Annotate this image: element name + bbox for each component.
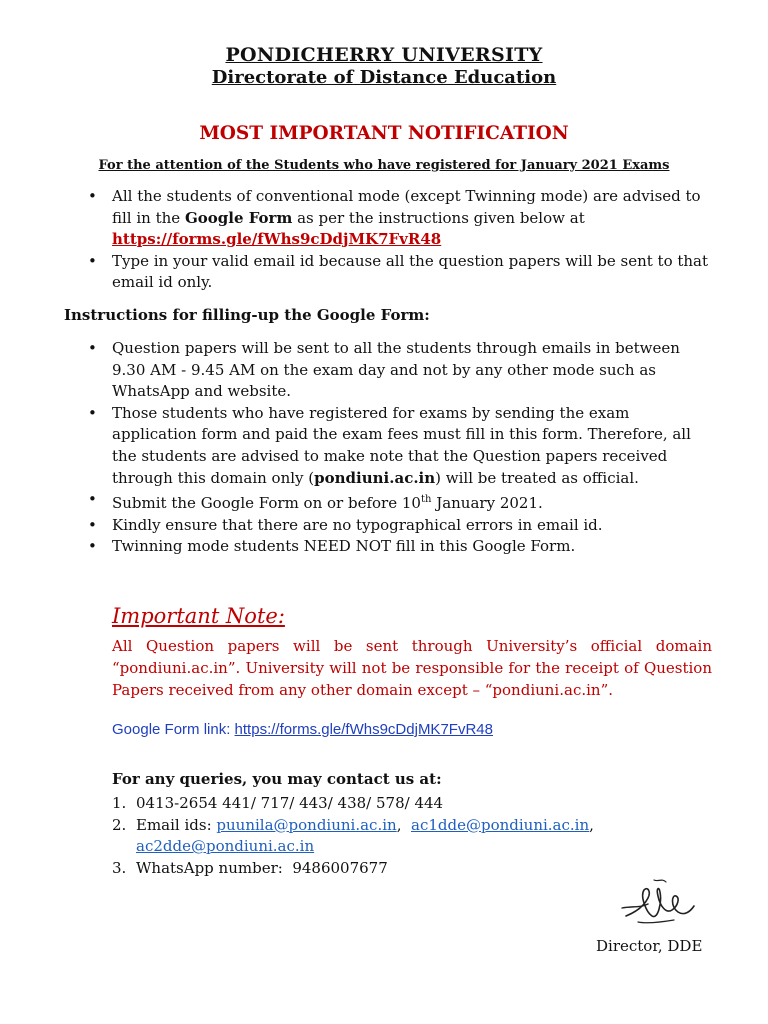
directorate-name: Directorate of Distance Education [211, 67, 557, 88]
list-item [88, 251, 716, 294]
important-note-body: All Question papers will be sent through University’s official domain “pondiuni.ac.in”. University will not be responsible for the receipt of Question Papers received from any other domain except – “pondiuni.ac.in”. [112, 637, 712, 699]
domain-emphasis: pondiuni.ac.in [314, 468, 436, 487]
bullet-text: Question papers will be sent to all the students through emails in between 9.30 AM - 9.45 AM on the exam day and not by any other mode such as WhatsApp and website. [112, 339, 680, 401]
link-label: Google Form link: [112, 721, 235, 738]
google-form-link-line [112, 721, 493, 738]
notification-title: MOST IMPORTANT NOTIFICATION [199, 123, 569, 144]
signatory-title: Director, DDE [596, 937, 703, 955]
bullet-text: Kindly ensure that there are no typographical errors in email id. [112, 515, 603, 534]
list-item [88, 186, 716, 251]
phone-numbers: 0413-2654 441/ 717/ 443/ 438/ 578/ 444 [136, 794, 444, 812]
email-link-ac2dde[interactable]: ac2dde@pondiuni.ac.in [136, 837, 315, 856]
bullet-text: ) will be treated as official. [435, 468, 639, 487]
instructions-heading: Instructions for filling-up the Google Form: [64, 306, 430, 324]
bullet-text: January 2021. [431, 494, 543, 513]
google-form-emphasis: Google Form [184, 208, 293, 227]
intro-bullet-list [88, 186, 716, 294]
list-item: 2. Email ids: puunila@pondiuni.ac.in, ac1dde@pondiuni.ac.in, ac2dde@pondiuni.ac.in [112, 815, 594, 856]
director-signature [618, 872, 698, 932]
google-form-link-2[interactable]: https://forms.gle/fWhs9cDdjMK7FvR48 [234, 721, 493, 738]
contact-list [112, 793, 712, 879]
email-label: Email ids: [136, 815, 217, 834]
list-item [88, 338, 716, 403]
superscript: th [420, 494, 432, 506]
bullet-text: All the students of conventional mode (except Twinning mode) are advised to fill in the [112, 187, 701, 227]
list-item [88, 403, 716, 489]
instructions-list [88, 338, 716, 558]
email-link-ac1dde[interactable]: ac1dde@pondiuni.ac.in [411, 815, 590, 834]
list-item [88, 489, 716, 515]
bullet-text: Those students who have registered for exams by sending the exam application form and paid the exam fees must fill in this form. Therefore, all the students are advised to make note that the Question papers received through this domain only ( [112, 403, 691, 487]
item-number: 1. [112, 794, 127, 812]
bullet-text: Type in your valid email id because all the question papers will be sent to that email id only. [112, 251, 709, 292]
attention-line: For the attention of the Students who have registered for January 2021 Exams [98, 158, 670, 173]
important-note-title: Important Note: [112, 604, 285, 628]
contact-heading: For any queries, you may contact us at: [112, 770, 442, 788]
bullet-text: Submit the Google Form on or before 10 [112, 494, 421, 513]
google-form-link[interactable]: https://forms.gle/fWhs9cDdjMK7FvR48 [112, 230, 442, 249]
list-item [88, 536, 716, 558]
item-number: 2. [112, 815, 127, 834]
bullet-text: as per the instructions given below at [292, 208, 585, 227]
email-link-puunila[interactable]: puunila@pondiuni.ac.in [216, 815, 397, 834]
university-name: PONDICHERRY UNIVERSITY [225, 44, 543, 66]
list-item [112, 793, 712, 815]
whatsapp-number: WhatsApp number: 9486007677 [136, 858, 388, 877]
item-number: 3. [112, 858, 127, 877]
list-item [88, 515, 716, 537]
bullet-text: Twinning mode students NEED NOT fill in this Google Form. [112, 537, 576, 556]
